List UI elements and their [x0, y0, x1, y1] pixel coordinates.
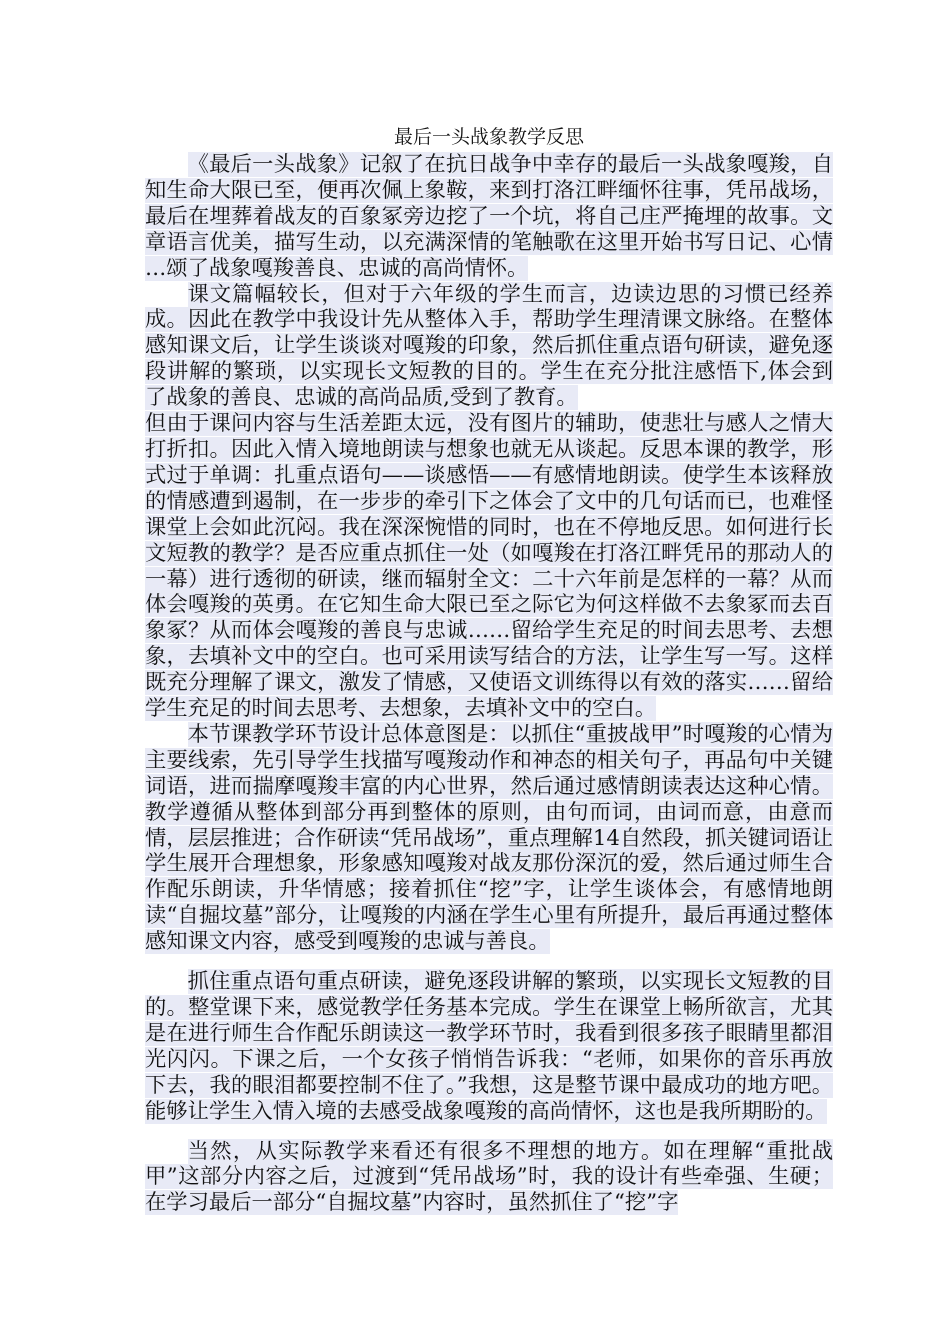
- paragraph-4-text: 本节课教学环节设计总体意图是：以抓住“重披战甲”时嘎羧的心情为主要线索，先引导学生找描写嘎羧动作和神态的相关句子，再品句中关键词语，进而揣摩嘎羧丰富的内心世界，然后通过感情朗读表达这种心情。教学遵循从整体到部分再到整体的原则，由句而词，由词而意，由意而情，层层推进；合作研读“凭吊战场”，重点理解14自然段，抓关键词语让学生展开合理想象，形象感知嘎羧对战友那份深沉的爱，然后通过师生合作配乐朗读，升华情感；接着抓住“挖”字，让学生谈体会，有感情地朗读“自掘坟墓”部分，让嘎羧的内涵在学生心里有所提升，最后再通过整体感知课文内容，感受到嘎羧的忠诚与善良。: [145, 721, 833, 955]
- document-page: [145, 122, 833, 1216]
- paragraph-4: [145, 722, 833, 955]
- paragraph-2: [145, 282, 833, 412]
- paragraph-1: [145, 152, 833, 282]
- paragraph-gap: [145, 1125, 833, 1139]
- document-title-text: 最后一头战象教学反思: [393, 126, 584, 148]
- paragraph-gap: [145, 955, 833, 969]
- document-title: [145, 122, 833, 152]
- paragraph-6: [145, 1139, 833, 1217]
- paragraph-5: [145, 969, 833, 1124]
- paragraph-1-text: 《最后一头战象》记叙了在抗日战争中幸存的最后一头战象嘎羧，自知生命大限已至，便再次佩上象鞍，来到打洛江畔缅怀往事，凭吊战场，最后在埋葬着战友的百象冢旁边挖了一个坑，将自己庄严掩埋的故事。文章语言优美，描写生动，以充满深情的笔触歌在这里开始书写日记、心情 …颂了战象嘎羧善良、忠诚的高尚情怀。: [145, 152, 833, 281]
- paragraph-6-text: 当然，从实际教学来看还有很多不理想的地方。如在理解“重批战甲”这部分内容之后，过渡到“凭吊战场”时，我的设计有些牵强、生硬；在学习最后一部分“自掘坟墓”内容时，虽然抓住了“挖”字: [145, 1138, 833, 1216]
- paragraph-3: [145, 411, 833, 722]
- paragraph-3-text: 但由于课问内容与生活差距太远，没有图片的辅助，使悲壮与感人之情大打折扣。因此入情入境地朗读与想象也就无从谈起。反思本课的教学，形式过于单调：扎重点语句——谈感悟——有感情地朗读。使学生本该释放的情感遭到遏制，在一步步的牵引下之体会了文中的几句话而已，也难怪课堂上会如此沉闷。我在深深惋惜的同时，也在不停地反思。如何进行长文短教的教学？是否应重点抓住一处（如嘎羧在打洛江畔凭吊的那动人的一幕）进行透彻的研读，继而辐射全文：二十六年前是怎样的一幕？从而体会嘎羧的英勇。在它知生命大限已至之际它为何这样做不去象冢而去百象冢？从而体会嘎羧的善良与忠诚……留给学生充足的时间去思考、去想象，去填补文中的空白。也可采用读写结合的方法，让学生写一写。这样既充分理解了课文，激发了情感，又使语文训练得以有效的落实……留给学生充足的时间去思考、去想象，去填补文中的空白。: [145, 411, 833, 722]
- paragraph-2-text: 课文篇幅较长，但对于六年级的学生而言，边读边思的习惯已经养成。因此在教学中我设计先从整体入手，帮助学生理清课文脉络。在整体感知课文后，让学生谈谈对嘎羧的印象，然后抓住重点语句研读，避免逐段讲解的繁琐，以实现长文短教的目的。学生在充分批注感悟下,体会到了战象的善良、忠诚的高尚品质,受到了教育。: [145, 281, 833, 411]
- paragraph-5-text: 抓住重点语句重点研读，避免逐段讲解的繁琐，以实现长文短教的目的。整堂课下来，感觉教学任务基本完成。学生在课堂上畅所欲言，尤其是在进行师生合作配乐朗读这一教学环节时，我看到很多孩子眼睛里都泪光闪闪。下课之后，一个女孩子悄悄告诉我：“老师，如果你的音乐再放下去，我的眼泪都要控制不住了。”我想，这是整节课中最成功的地方吧。能够让学生入情入境的去感受战象嘎羧的高尚情怀，这也是我所期盼的。: [145, 969, 833, 1124]
